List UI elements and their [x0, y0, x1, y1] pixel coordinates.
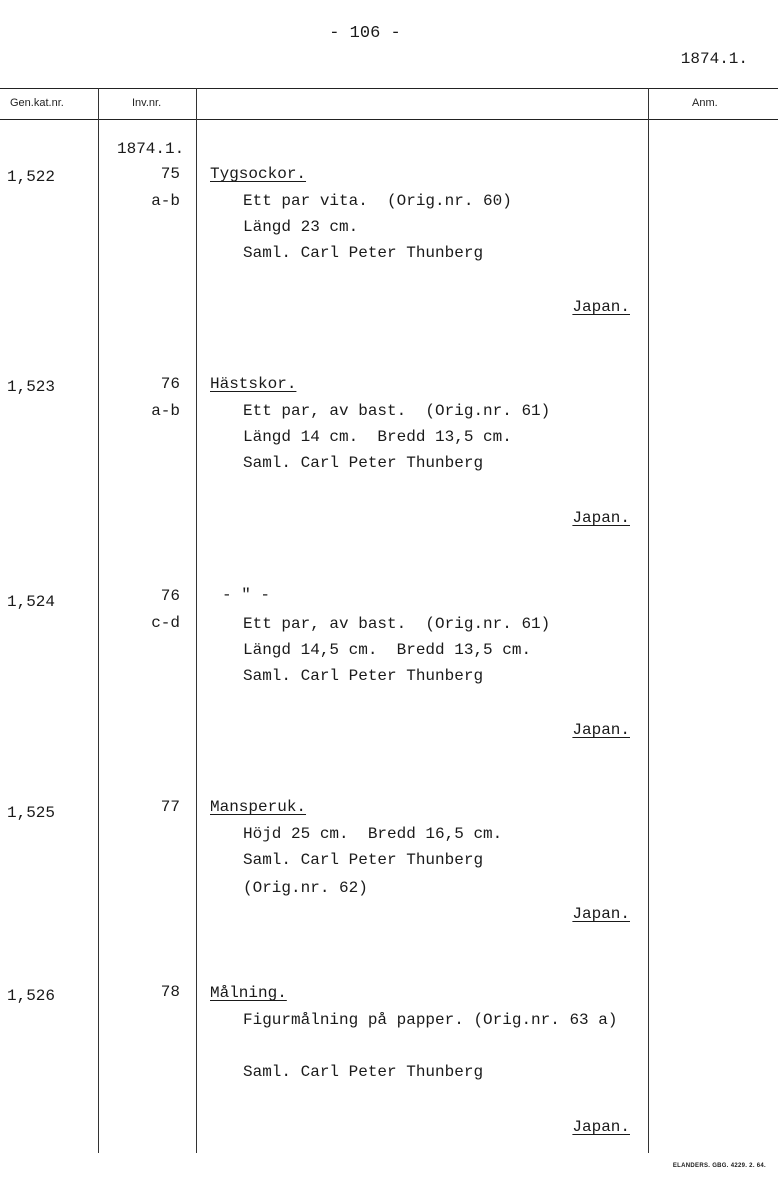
gen-kat-nr: 1,522 — [7, 168, 56, 186]
entry-line: Saml. Carl Peter Thunberg — [243, 244, 484, 262]
header-bottom-rule — [0, 119, 778, 120]
entry-title: Mansperuk. — [210, 798, 307, 816]
entry-line: (Orig.nr. 62) — [243, 879, 368, 897]
entry-location: Japan. — [572, 721, 630, 739]
ledger-id: 1874.1. — [680, 50, 748, 68]
gen-kat-nr: 1,525 — [7, 804, 56, 822]
entry-title: - " - — [222, 586, 271, 604]
entry-line: Saml. Carl Peter Thunberg — [243, 1063, 484, 1081]
entry-line: Saml. Carl Peter Thunberg — [243, 667, 484, 685]
inv-nr: 75 — [160, 165, 180, 183]
entry-title: Målning. — [210, 984, 287, 1002]
entry-line: Saml. Carl Peter Thunberg — [243, 454, 484, 472]
gen-kat-nr: 1,523 — [7, 378, 56, 396]
column-divider-anm — [648, 88, 649, 1153]
inv-nr: 78 — [160, 983, 180, 1001]
entry-line: Ett par, av bast. (Orig.nr. 61) — [243, 615, 551, 633]
entry-line: Längd 14 cm. Bredd 13,5 cm. — [243, 428, 512, 446]
entry-line: Ett par vita. (Orig.nr. 60) — [243, 192, 512, 210]
printer-imprint: ELANDERS. GBG. 4229. 2. 64. — [672, 1163, 766, 1169]
col-header-inv-nr: Inv.nr. — [132, 97, 162, 109]
entry-line: Ett par, av bast. (Orig.nr. 61) — [243, 402, 551, 420]
inv-nr: 76 — [160, 587, 180, 605]
col-header-anm: Anm. — [692, 97, 718, 109]
entry-location: Japan. — [572, 1118, 630, 1136]
entry-line: Längd 23 cm. — [243, 218, 359, 236]
entry-line: Längd 14,5 cm. Bredd 13,5 cm. — [243, 641, 532, 659]
column-divider-inv — [98, 88, 99, 1153]
entry-location: Japan. — [572, 298, 630, 316]
inv-nr: 77 — [160, 798, 180, 816]
page-number: - 106 - — [329, 24, 401, 43]
header-top-rule — [0, 88, 778, 89]
section-label: 1874.1. — [117, 140, 185, 158]
gen-kat-nr: 1,524 — [7, 593, 56, 611]
entry-line: Figurmålning på papper. (Orig.nr. 63 a) — [243, 1011, 618, 1029]
inv-sub: a-b — [151, 402, 180, 420]
entry-line: Höjd 25 cm. Bredd 16,5 cm. — [243, 825, 503, 843]
inv-sub: a-b — [151, 192, 180, 210]
entry-title: Hästskor. — [210, 375, 297, 393]
entry-location: Japan. — [572, 905, 630, 923]
gen-kat-nr: 1,526 — [7, 987, 56, 1005]
entry-line: Saml. Carl Peter Thunberg — [243, 851, 484, 869]
entry-location: Japan. — [572, 509, 630, 527]
column-divider-text — [196, 88, 197, 1153]
inv-sub: c-d — [151, 614, 180, 632]
inv-nr: 76 — [160, 375, 180, 393]
col-header-gen-kat-nr: Gen.kat.nr. — [10, 97, 64, 109]
entry-title: Tygsockor. — [210, 165, 307, 183]
